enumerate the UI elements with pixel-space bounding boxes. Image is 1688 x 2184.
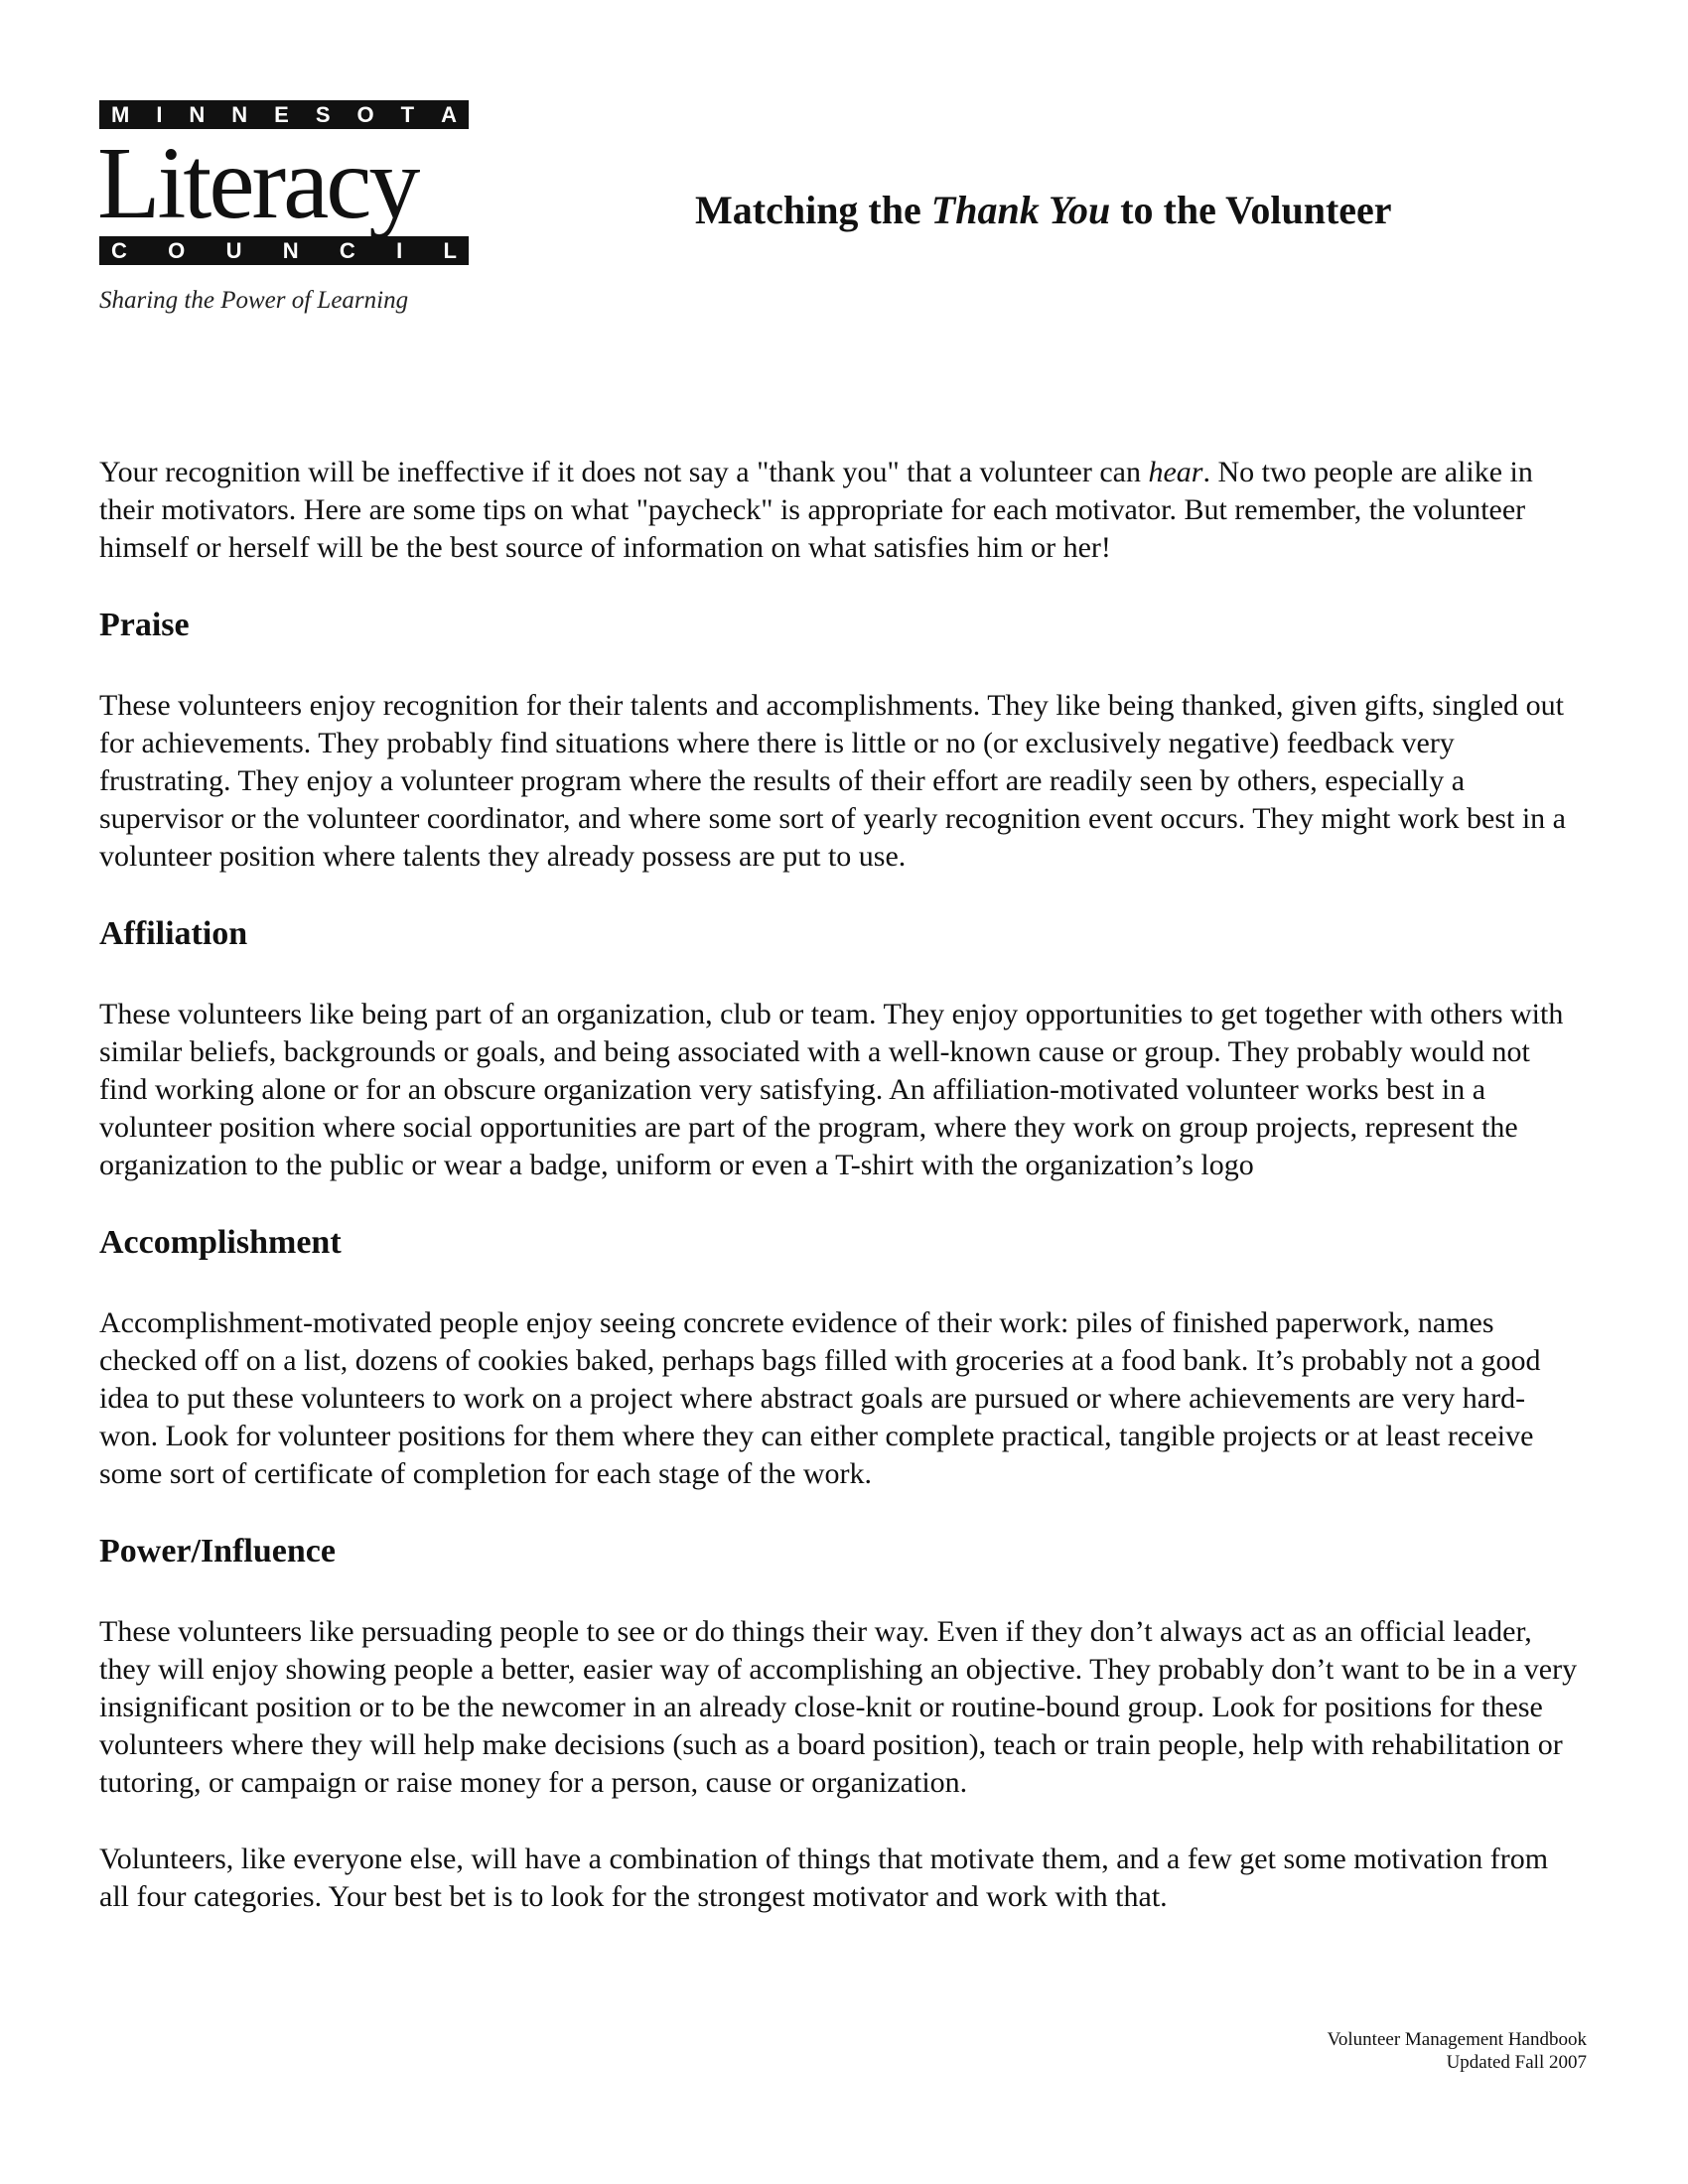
footer-updated-date: Updated Fall 2007 <box>1446 2052 1587 2073</box>
intro-text-end: . No two people are alike in their motivators. Here are some tips on what "paycheck" is appropriate for each motivator. But remember, the volunteer himself or herself will be the best source of information on what satisfies him or her! <box>99 456 1533 565</box>
logo-letter: C <box>339 237 355 263</box>
title-italic: Thank You <box>930 188 1111 232</box>
minnesota-literacy-council-logo <box>99 100 469 315</box>
section-body-accomplishment: Accomplishment-motivated people enjoy seeing concrete evidence of their work: piles of finished paperwork, names checked off on a list, dozens of cookies baked, perhaps bags filled with groceries at a food bank. It’s probably not a good idea to put these volunteers to work on a project where abstract goals are pursued or where achievements are very hard-won. Look for volunteer positions for them where they can either complete practical, tangible projects or at least receive some sort of certificate of completion for each stage of the work. <box>99 1305 1541 1491</box>
logo-letter: U <box>225 237 242 263</box>
logo-letter: N <box>231 101 248 127</box>
document-body <box>99 454 1579 1916</box>
section-heading-power-influence: Power/Influence <box>99 1532 336 1570</box>
logo-letter: L <box>443 237 457 263</box>
closing-paragraph: Volunteers, like everyone else, will have a combination of things that motivate them, and a few get some motivation from all four categories. Your best bet is to look for the strongest motivator and work with that. <box>99 1842 1549 1913</box>
logo-letter: E <box>274 101 289 127</box>
section-body-praise: These volunteers enjoy recognition for their talents and accomplishments. They like being thanked, given gifts, singled out for achievements. They probably find situations where there is little or no (or exclusively negative) feedback very frustrating. They enjoy a volunteer program where the results of their effort are readily seen by others, especially a supervisor or the volunteer coordinator, and where some sort of yearly recognition event occurs. They might work best in a volunteer position where talents they already possess are put to use. <box>99 688 1566 874</box>
title-text: Matching the <box>695 188 931 232</box>
logo-letter: C <box>111 237 127 263</box>
logo-letter: N <box>282 237 299 263</box>
logo-letter: O <box>356 101 374 127</box>
intro-paragraph <box>99 454 1579 568</box>
logo-letter: N <box>189 101 206 127</box>
intro-text: Your recognition will be ineffective if it does not say a "thank you" that a volunteer can <box>99 456 1149 488</box>
logo-letter: I <box>396 237 403 263</box>
logo-wordmark: Literacy <box>97 126 418 240</box>
title-text-end: to the Volunteer <box>1110 188 1392 232</box>
section-heading-affiliation: Affiliation <box>99 914 248 952</box>
section-body-power-influence: These volunteers like persuading people to see or do things their way. Even if they don’t always act as an official leader, they will enjoy showing people a better, easier way of accomplishing an objective. They probably don’t want to be in a very insignificant position or to be the newcomer in an already close-knit or routine-bound group. Look for positions for these volunteers where they will help make decisions (such as a board position), teach or train people, help with rehabilitation or tutoring, or campaign or raise money for a person, cause or organization. <box>99 1614 1578 1800</box>
logo-letter: T <box>400 101 415 127</box>
intro-emphasis: hear <box>1148 456 1203 488</box>
section-body-affiliation: These volunteers like being part of an organization, club or team. They enjoy opportunities to get together with others with similar beliefs, backgrounds or goals, and being associated with a well-known cause or group. They probably would not find working alone or for an obscure organization very satisfying. An affiliation-motivated volunteer works best in a volunteer position where social opportunities are part of the program, where they work on group projects, represent the organization to the public or wear a badge, uniform or even a T-shirt with the organization’s logo <box>99 997 1564 1182</box>
page-footer <box>1328 2028 1587 2074</box>
page-title <box>695 187 1392 233</box>
section-heading-praise: Praise <box>99 606 190 643</box>
logo-letter: M <box>111 101 130 127</box>
logo-letter: I <box>156 101 163 127</box>
logo-tagline: Sharing the Power of Learning <box>99 287 409 314</box>
logo-letter: O <box>168 237 186 263</box>
footer-handbook-title: Volunteer Management Handbook <box>1327 2029 1587 2050</box>
logo-letter: S <box>315 101 331 127</box>
section-heading-accomplishment: Accomplishment <box>99 1223 342 1261</box>
logo-letter: A <box>441 101 457 127</box>
